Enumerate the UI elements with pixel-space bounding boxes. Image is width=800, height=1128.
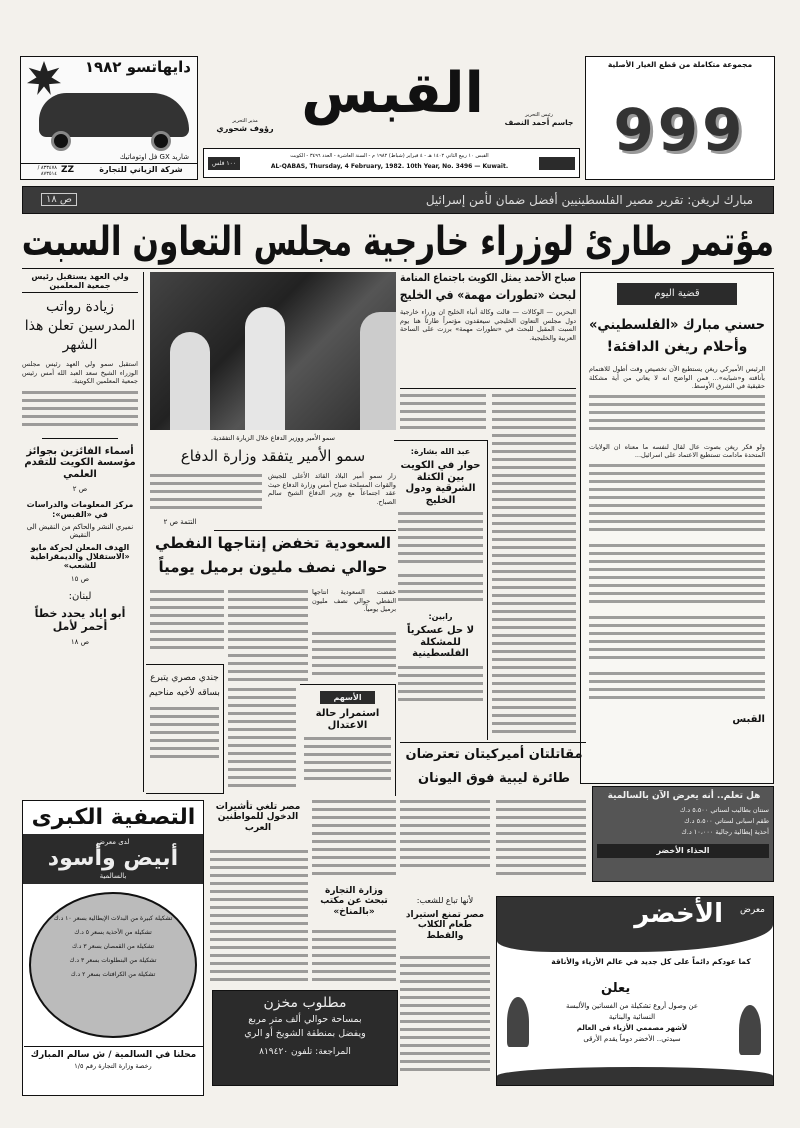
managing-editor: مدير التحرير رؤوف شحوري [216,118,274,133]
shoes-ad-line: أحذية إيطالية رجالية ١٠،٠٠٠ د.ك [681,828,769,837]
akhdar-ad [496,896,774,1086]
center-headline-2[interactable]: الهدف المعلن لحركة مايو «الاستقلال والديمقراطية للشعب» [30,542,130,571]
car-wheel-icon [51,131,71,151]
sale-item: تشكيلة من الكرافتات بسعر ٢ د.ك [70,970,156,978]
tires-brand: 999 [613,96,747,164]
rabin-kicker: رابين: [428,612,453,622]
akhdar-title: الأخضر [634,899,723,929]
editor-in-chief: رئيس التحرير جاسم أحمد النصف [504,112,574,127]
egypt-visa-headline[interactable]: مصر تلغي تأشيرات الدخول للمواطنين العرب [215,802,301,833]
trade-headline[interactable]: وزارة التجارة تبحث عن مكتب «بالمناخ» [320,886,388,917]
stocks-label: الأسهم [320,691,375,704]
soldier-headline[interactable]: جندي مصري يتبرع بساقه لأخيه مناحيم [149,673,220,698]
saudi-headline-2[interactable]: حوالي نصف مليون برميل يومياً [158,558,388,576]
stocks-box [300,684,396,796]
sale-item: تشكيلة كبيرة من البدلات الإيطالية بسعر ١٠ د.ك [53,914,173,922]
emir-headline[interactable]: سمو الأمير يتفقد وزارة الدفاع [180,447,366,465]
emir-lead: زار سمو أمير البلاد القائد الأعلى للجيش والقوات المسلحة صباح أمس وزارة الدفاع حيث عقد اجتماعاً مع وزير الدفاع الشيخ سالم الصباح. [268,472,396,506]
sabah-lead: البحرين — الوكالات — قالت وكالة أنباء الخليج ان وزراء خارجية دول مجلس التعاون الخليجي سيعقدون مؤتمراً طارئاً هنا يوم السبت المقبل للبحث في «تطورات مهمة» برزت على الساحة العربية والخليجية. [400,308,576,342]
akhdar-pre: معرض [739,905,765,915]
lebanon-kicker: لبنان: [68,591,92,603]
bishara-box [394,440,488,740]
bishara-headline[interactable]: حوار في الكويت بين الكتلة الشرقية ودول الخليج [400,460,481,506]
fighters-headline-2[interactable]: طائرة ليبية فوق اليونان [418,771,570,786]
center-headline-1[interactable]: نميري النشر والحاكم من النقيض الى النقيض [26,522,134,539]
company-logo: ZZ [61,165,75,175]
masthead-logo: القبس [301,61,484,126]
car-wheel-icon [151,131,171,151]
front-photo [150,272,396,430]
sale-ad [22,800,204,1096]
starburst-icon [27,61,61,95]
price-badge: ١٠٠ فلس [208,157,240,170]
fashion-figure-icon [507,997,529,1047]
akhdar-body: لأشهر مصممي الأزياء في العالم [576,1024,688,1032]
saudi-headline-1[interactable]: السعودية تخفض إنتاجها النفطي [154,534,392,552]
sale-ad-sub: بالسالمية [99,871,127,880]
top-banner[interactable] [22,186,774,214]
todays-issue-headline-2[interactable]: وأحلام ريغن الدافئة! [606,339,748,356]
main-headline[interactable]: مؤتمر طارئ لوزراء خارجية مجلس التعاون السبت [21,219,774,265]
warehouse-ad [212,990,398,1086]
center-kicker: مركز المعلومات والدراسات في «القبس»: [26,500,134,519]
lebanon-headline[interactable]: أبو اياد يحدد خطاً أحمر لأمل [34,606,126,633]
soldier-box [146,664,224,794]
sale-item: تشكيلة من البنطلونات بسعر ٣ د.ك [69,956,157,964]
fighters-headline-1[interactable]: مقاتلتان أميركيتان تعترضان [405,747,583,762]
todays-issue-label: قضية اليوم [617,283,737,305]
shoes-ad-line: سنتان بطاليب لسناتي ٥،٥٠٠ د.ك [679,806,769,815]
petfood-headline[interactable]: مصر تمنع استيراد طعام الكلاب والقطط [405,910,485,941]
car-ad-title: دايهاتسو ١٩٨٢ [84,58,191,76]
shoes-ad-footer: الحذاء الأخضر [597,844,769,857]
banner-text: مبارك لريغن: تقرير مصير الفلسطينيين أفضل ضمان لأمن إسرائيل [425,193,753,207]
akhdar-body: سيدتي.. الأخضر دوماً يقدم الأرقى [583,1035,681,1043]
todays-issue-p1: الرئيس الأميركي ريغن يستطيع الآن تخصيص وقت أطول للاهتمام بأناقته و«شبابه»... فمن الواضح انه لا يعاني من أية مشكلة حقيقية في الشرق الأوسط. [589,365,765,391]
photo-caption: سمو الأمير ووزير الدفاع خلال الزيارة التفقدية. [211,434,335,442]
saudi-lead: خفضت السعودية انتاجها النفطي حوالي نصف مليون برميل يومياً. [312,588,396,613]
sale-item: تشكيلة من الأحذية بسعر ٥ د.ك [74,928,152,936]
sale-ad-shop: أبيض وأسود [47,846,179,872]
car-ad [20,56,198,180]
fashion-figure-icon [739,1005,761,1055]
sale-ad-pre: لدى معرض [96,838,130,847]
crown-kicker: ولي العهد يستقبل رئيس جمعية المعلمين [22,272,138,293]
prizes-headline[interactable]: أسماء الفائزين بجوائز مؤسسة الكويت للتقدم العلمي [24,445,136,480]
lebanon-page-ref[interactable]: ص ١٨ [70,638,90,647]
todays-issue-box [580,272,774,784]
banner-page-ref: ص ١٨ [41,193,77,206]
todays-issue-signature: القبس [732,713,765,725]
warehouse-line-2: ويفضل بمنطقة الشويخ أو الري [244,1028,366,1039]
bishara-kicker: عبد الله بشارة: [410,447,471,456]
sabah-article [400,272,576,342]
sale-ad-address: محلنا في السالمية / ش سالم المبارك [24,1046,203,1060]
prizes-page-ref[interactable]: ص ٢ [72,485,88,494]
date-strip [203,148,580,178]
issue-badge [539,157,575,170]
crown-lead: استقبل سمو ولي العهد رئيس مجلس الوزراء الشيخ سعد العبد الله أمس رئيس جمعية المعلمين الكويتية. [22,360,138,386]
warehouse-contact: المراجعة: تلفون ٨١٩٤٢٠ [259,1047,351,1057]
center-page-ref[interactable]: ص ١٥ [70,575,90,584]
car-company: شركة الزياني للتجارة [99,165,183,174]
akhdar-slogan: كما عودكم دائماً على كل جديد في عالم الأزياء والأناقة [551,957,751,966]
petfood-kicker: لأنها تباع للشعب: [416,896,474,905]
emir-page-ref[interactable]: التتمة ص ٢ [163,518,197,526]
date-english: AL-QABAS, Thursday, 4 February, 1982. 10th Year, No. 3496 — Kuwait. [270,163,509,170]
rabin-headline[interactable]: لا حل عسكرياً للمشكلة الفلسطينية [406,625,475,660]
akhdar-announce: يعلن [601,981,631,996]
todays-issue-headline-1[interactable]: حسني مبارك «الفلسطيني» [589,317,765,333]
akhdar-body: عن وصول أروع تشكيلة من الفساتين والألبسة [565,1002,699,1010]
shoes-ad [592,786,774,882]
car-model: شاريد GX فل اوتوماتيك [119,153,189,161]
sale-item: تشكيلة من القمصان بسعر ٣ د.ك [71,942,155,950]
sale-ad-title: التصفية الكبرى [31,805,196,830]
car-phones: ٨٣٣٤٧٨ / ٨٧٣٥١٤ [37,165,57,177]
shoes-ad-title: هل تعلم.. أنه يعرض الآن بالسالمية [607,791,761,801]
tires-ad [585,56,775,180]
date-arabic: القبس ١٠ ربيع الثاني ١٤٠٢ هـ - ٤ فبراير (شباط) ١٩٨٢ م - السنة العاشرة - العدد ٣٤٩٦ - الكويت [290,153,489,159]
stocks-headline[interactable]: استمرار حالة الاعتدال [315,708,380,731]
left-column [22,272,138,646]
shoes-ad-line: طقم اسبانى لستاتي ٥،٥٠٠ د.ك [684,817,769,826]
sale-ad-license: رخصة وزارة التجارة رقم ١/٥ [74,1061,152,1070]
akhdar-body: النسائية والبناتية [608,1013,656,1021]
tires-ad-title: مجموعة متكاملة من قطع الغيار الأصلية [607,60,753,69]
sabah-headline-1[interactable]: صباح الأحمد يمثل الكويت باجتماع المنامة [400,272,576,284]
sabah-headline-2[interactable]: لبحث «تطورات مهمة» في الخليج [399,287,576,303]
crown-headline[interactable]: زيادة رواتب المدرسين تعلن هذا الشهر [24,299,136,354]
warehouse-line-1: بمساحة حوالي ألف متر مربع [248,1014,362,1025]
warehouse-title: مطلوب مخزن [263,995,347,1011]
todays-issue-p2: ولو فكر ريغن بصوت عال لقال لنفسه ما معناه ان الولايات المتحدة مادامت تستطيع الاعتماد على اسرائيل... [589,442,765,460]
